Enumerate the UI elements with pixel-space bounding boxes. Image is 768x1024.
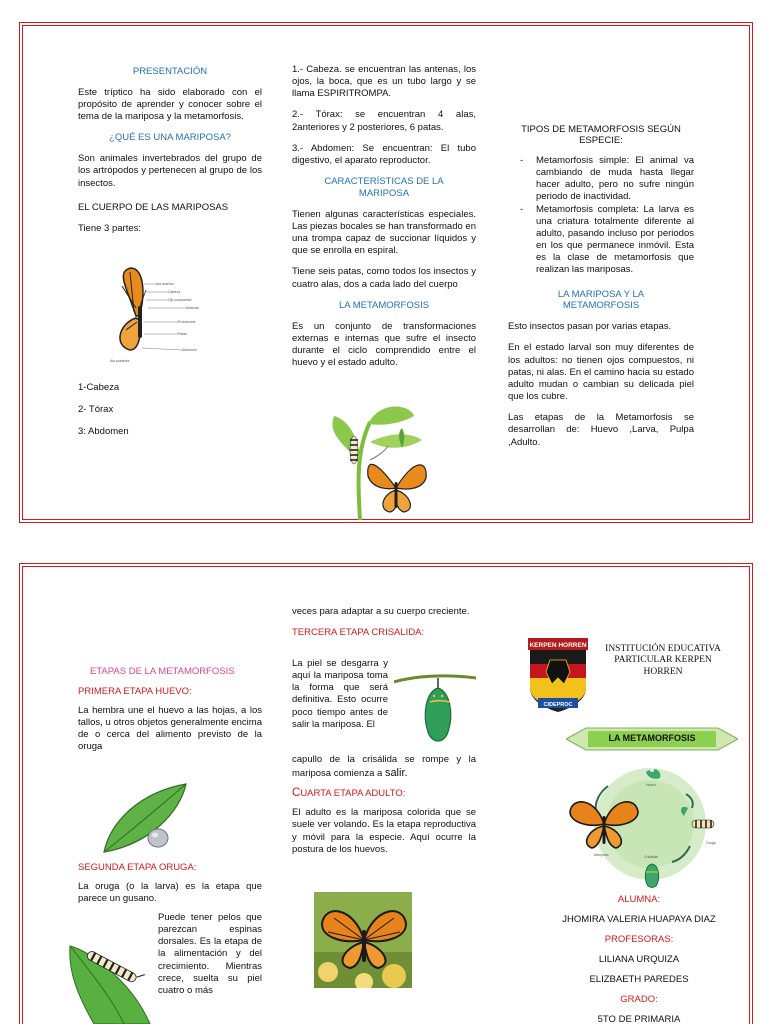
- student-label: ALUMNA:: [617, 894, 661, 905]
- teacher-name-1: LILIANA URQUIZA: [598, 954, 680, 965]
- characteristics-title: CARACTERÍSTICAS DE LA MARIPOSA: [324, 176, 444, 199]
- third-stage-title: TERCERA ETAPA CRISALIDA:: [292, 627, 425, 639]
- types-title: TIPOS DE METAMORFOSIS SEGÚN ESPECIE:: [521, 124, 681, 146]
- metamorphosis-text: Es un conjunto de transformaciones externas e internas que sufre el insecto durante el ciclo comprendido entre el huevo y el estado adulto.: [292, 320, 476, 369]
- presentation-text: Este tríptico ha sido elaborado con el propósito de aprender y conocer sobre el tema de la mariposa y la metamorfosis.: [78, 86, 262, 123]
- adult-stage-block: [292, 754, 476, 865]
- body-parts-list: [78, 382, 262, 446]
- caterpillar-on-leaf-image: [64, 936, 156, 1024]
- type-complete: - Metamorfosis completa: La larva es una criatura totalmente diferente al adulto, pasando incluso por periodos en los que permanece inmóvil. Esta es la clase de metamorfosis que realizan las mariposas.: [520, 204, 694, 277]
- svg-text:Ala anterior: Ala anterior: [156, 282, 174, 286]
- type-simple: - Metamorfosis simple: El animal va cambiando de muda hasta llegar hacer adulto, pero no sufre ningún periodo de inactividad.: [520, 155, 694, 204]
- larval-stage-text: En el estado larval son muy diferentes de los adultos: no tienen ojos compuestos, ni patas, ni alas. En el camino hacia su estado adulto mudan o cambian su delicada piel que los cubre.: [508, 342, 694, 403]
- types-list: [508, 155, 694, 277]
- fourth-stage-title: [292, 787, 476, 799]
- body-title: EL CUERPO DE LAS MARIPOSAS: [78, 201, 229, 213]
- teacher-name-2: ELIZBAETH PAREDES: [589, 974, 689, 985]
- part-abdomen: 3: Abdomen: [78, 426, 129, 437]
- three-parts-text: Tiene 3 partes:: [78, 222, 142, 234]
- chrysalis-text-block: [292, 658, 388, 731]
- second-stage-title: SEGUNDA ETAPA ORUGA:: [78, 862, 197, 873]
- hairs-text-block: [158, 912, 262, 1006]
- second-stage-block: [78, 862, 262, 914]
- second-stage-text: La oruga (o la larva) es la etapa que parece un gusano.: [78, 881, 262, 905]
- svg-text:Abdomen: Abdomen: [182, 348, 197, 352]
- head-description: 1.- Cabeza. se encuentran las antenas, los ojos, la boca, que es un tubo largo y se llama ESPIRITROMPA.: [292, 64, 476, 100]
- institution-name: INSTITUCIÓN EDUCATIVA PARTICULAR KERPEN HORREN: [605, 644, 721, 677]
- abdomen-description: 3.- Abdomen: Se encuentran: El tubo digestivo, el aparato reproductor.: [292, 142, 476, 166]
- svg-text:Antenas: Antenas: [186, 306, 199, 310]
- characteristics-text: Tienen algunas características especiales. Las piezas bocales se han transformado en una trompa capaz de succionar líquidos y que se enrolla en espiral.: [292, 208, 476, 257]
- first-stage-title: PRIMERA ETAPA HUEVO:: [78, 686, 192, 697]
- salir-word: salir.: [384, 767, 408, 780]
- svg-text:Ala posterior: Ala posterior: [110, 359, 130, 363]
- logo-bottom-text: CIDEPROC: [543, 702, 573, 708]
- part-thorax: 2- Tórax: [78, 404, 114, 415]
- svg-text:Cabeza: Cabeza: [168, 290, 181, 294]
- cycle-label-adult: Mariposa: [594, 853, 609, 857]
- what-is-butterfly-title: ¿QUÉ ES UNA MARIPOSA?: [109, 132, 231, 144]
- thorax-description: 2.- Tórax: se encuentran 4 alas, 2anteriores y 2 posteriores, 6 patas.: [292, 109, 476, 133]
- svg-text:Probóscide: Probóscide: [178, 320, 196, 324]
- svg-text:Ojo compuesto: Ojo compuesto: [168, 298, 192, 302]
- fourth-stage-initial: C: [292, 787, 301, 800]
- stages-title: ETAPAS DE LA METAMORFOSIS: [90, 666, 235, 677]
- first-stage-text: La hembra une el huevo a las hojas, a los tallos, u otros objetos generalmente encima de o cerca del alimento previsto de la oruga: [78, 705, 262, 753]
- cycle-label-larva: Oruga: [706, 841, 716, 845]
- teachers-label: PROFESORAS:: [604, 934, 674, 945]
- chrysalis-image: [394, 666, 476, 752]
- growing-text: veces para adaptar a su cuerpo creciente.: [292, 606, 470, 617]
- hairs-text: Puede tener pelos que parezcan espinas dorsales. Es la etapa de la alimentación y del crecimiento. Mientras crece, suelta su piel cuatro o más: [158, 912, 262, 996]
- part-head: 1-Cabeza: [78, 382, 120, 393]
- metamorphosis-title: LA METAMORFOSIS: [338, 299, 430, 311]
- butterfly-anatomy-image: [106, 266, 222, 370]
- logo-top-text: KERPEN HORREN: [529, 642, 587, 649]
- butterfly-metamorphosis-title: LA MARIPOSA Y LA METAMORFOSIS: [557, 288, 645, 312]
- life-cycle-diagram: [566, 762, 726, 888]
- legs-text: Tiene seis patas, como todos los insectos y cuatro alas, dos a cada lado del cuerpo: [292, 266, 476, 290]
- fourth-stage-text: El adulto es la mariposa colorida que se suele ver volando. Es la etapa reproductiva y móvil para la especie. Aquí ocurre la postura de los huevos.: [292, 807, 476, 855]
- column-characteristics: [292, 64, 476, 378]
- metamorphosis-plant-image: [330, 402, 438, 520]
- grade-value: 5TO DE PRIMARIA: [597, 1014, 681, 1024]
- adult-butterfly-photo: [314, 892, 412, 988]
- column-metamorphosis-types: [508, 124, 694, 458]
- third-stage-text: La piel se desgarra y aquí la mariposa toma la forma que será definitiva. Esto ocurre poco tiempo antes de salir la mariposa. El: [292, 658, 388, 730]
- cocoon-text-main: capullo de la crisálida se rompe y la mariposa comienza a: [292, 754, 476, 780]
- stages-intro-text: Esto insectos pasan por varias etapas.: [508, 321, 672, 333]
- column-stages: [78, 666, 262, 763]
- column-presentation: [78, 66, 262, 243]
- cycle-label-egg: Huevo: [646, 783, 657, 787]
- student-name: JHOMIRA VALERIA HUAPAYA DIAZ: [562, 914, 716, 925]
- svg-text:Patas: Patas: [178, 332, 187, 336]
- cocoon-text: [292, 754, 476, 780]
- what-is-butterfly-text: Son animales invertebrados del grupo de los artrópodos y pertenecen al grupo de los insectos.: [78, 153, 262, 189]
- grade-label: GRADO:: [620, 994, 658, 1005]
- cycle-label-pupa: Crisálida: [644, 855, 658, 859]
- egg-on-leaf-image: [100, 782, 190, 856]
- banner-label: LA METAMORFOSIS: [608, 733, 696, 743]
- presentation-title: PRESENTACIÓN: [132, 66, 208, 77]
- stages-list-text: Las etapas de la Metamorfosis se desarrollan de: Huevo ,Larva, Pulpa ,Adulto.: [508, 412, 694, 448]
- school-logo-image: [528, 638, 588, 712]
- credits-block: [540, 894, 738, 1024]
- fourth-stage-title-rest: UARTA ETAPA ADULTO:: [300, 788, 406, 800]
- column-chrysalis-adult: [292, 606, 476, 646]
